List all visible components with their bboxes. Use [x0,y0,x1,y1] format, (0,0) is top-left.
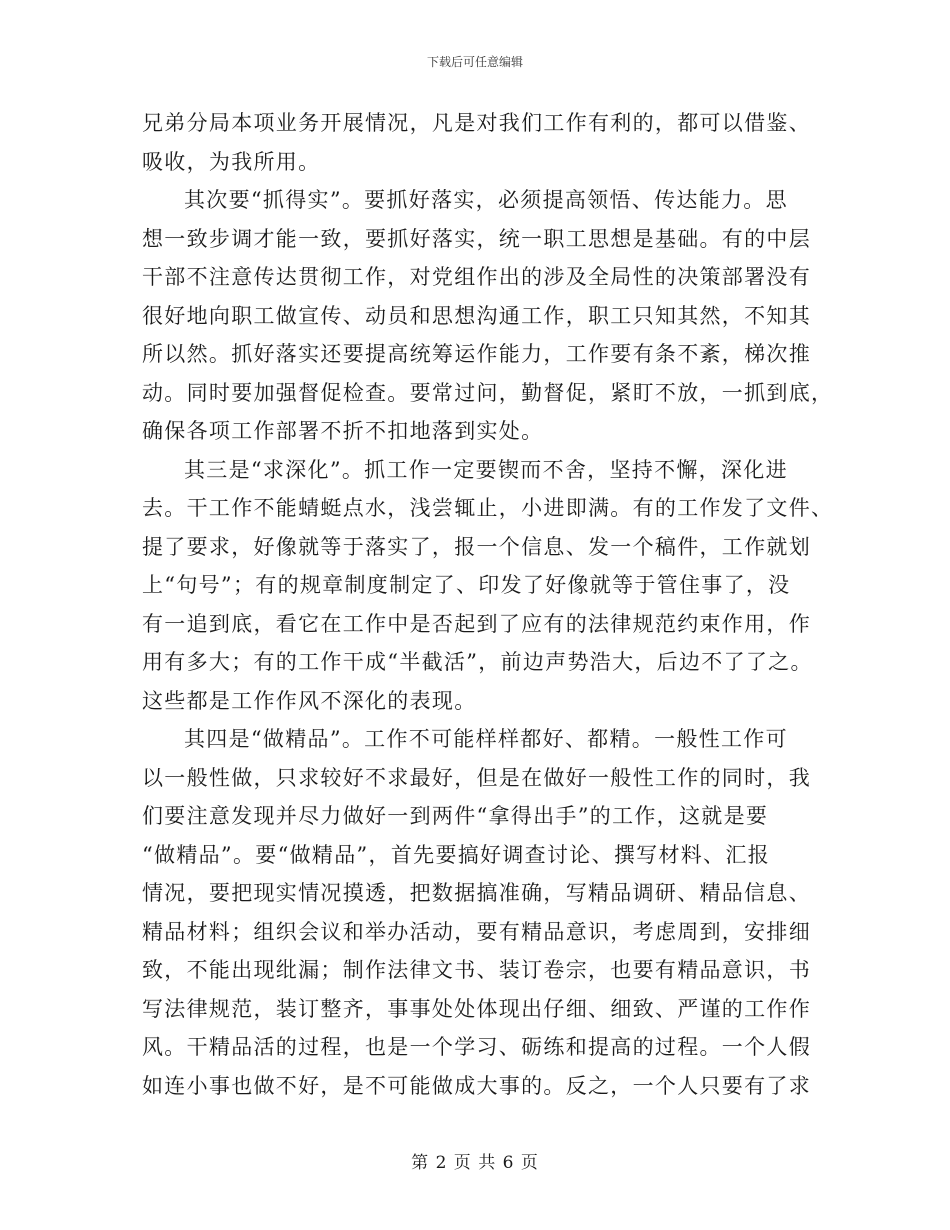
document-body [142,104,834,1105]
text-line: 所以然。抓好落实还要提高统筹运作能力，工作要有条不紊，梯次推 [142,342,811,366]
text-line: 想一致步调才能一致，要抓好落实，统一职工思想是基础。有的中层 [142,226,811,251]
text-line: 吸收，为我所用。 [142,149,321,174]
text-line: “做精品”。要“做精品”，首先要搞好调查讨论、撰写材料、汇报 [142,842,770,867]
text-line: 风。干精品活的过程，也是一个学习、砺练和提高的过程。一个人假 [142,1035,811,1059]
text-line: 确保各项工作部署不折不扣地落到实处。 [142,419,544,443]
text-line: 致，不能出现纰漏；制作法律文书、装订卷宗，也要有精品意识，书 [142,958,811,982]
text-line: 如连小事也做不好，是不可能做成大事的。反之，一个人只要有了求 [142,1073,811,1098]
text-line: 去。干工作不能蜻蜓点水，浅尝辄止，小进即满。有的工作发了文件、 [142,496,834,520]
page-header: 下载后可任意编辑 [426,55,523,69]
text-line: 以一般性做，只求较好不求最好，但是在做好一般性工作的同时，我 [142,765,811,790]
text-line: 用有多大；有的工作干成“半截活”，前边声势浩大，后边不了了之。 [142,650,813,674]
text-line: 很好地向职工做宣传、动员和思想沟通工作，职工只知其然，不知其 [142,303,811,328]
paragraph-start-line: 其三是“求深化”。抓工作一定要锲而不舍，坚持不懈，深化进 [184,457,788,482]
text-line: 精品材料；组织会议和举办活动，要有精品意识，考虑周到，安排细 [142,919,811,944]
paragraph-start-line: 其四是“做精品”。工作不可能样样都好、都精。一般性工作可 [184,727,788,751]
text-line: 提了要求，好像就等于落实了，报一个信息、发一个稿件，工作就划 [142,534,811,559]
text-line: 上“句号”；有的规章制度制定了、印发了好像就等于管住事了，没 [142,573,791,597]
text-line: 有一追到底，看它在工作中是否起到了应有的法律规范约束作用，作 [142,611,811,636]
text-line: 动。同时要加强督促检查。要常过问，勤督促，紧盯不放，一抓到底， [142,380,834,405]
text-line: 写法律规范，装订整齐，事事处处体现出仔细、细致、严谨的工作作 [142,996,811,1021]
text-line: 干部不注意传达贯彻工作，对党组作出的涉及全局性的决策部署没有 [142,265,811,289]
text-line: 情况，要把现实情况摸透，把数据搞准确，写精品调研、精品信息、 [142,881,811,905]
text-line: 兄弟分局本项业务开展情况，凡是对我们工作有利的，都可以借鉴、 [142,111,811,135]
page-number-footer: 第 2 页 共 6 页 [411,1153,539,1173]
text-line: 们要注意发现并尽力做好一到两件“拿得出手”的工作，这就是要 [142,804,769,828]
paragraph-start-line: 其次要“抓得实”。要抓好落实，必须提高领悟、传达能力。思 [184,188,788,212]
text-line: 这些都是工作作风不深化的表现。 [142,688,477,713]
